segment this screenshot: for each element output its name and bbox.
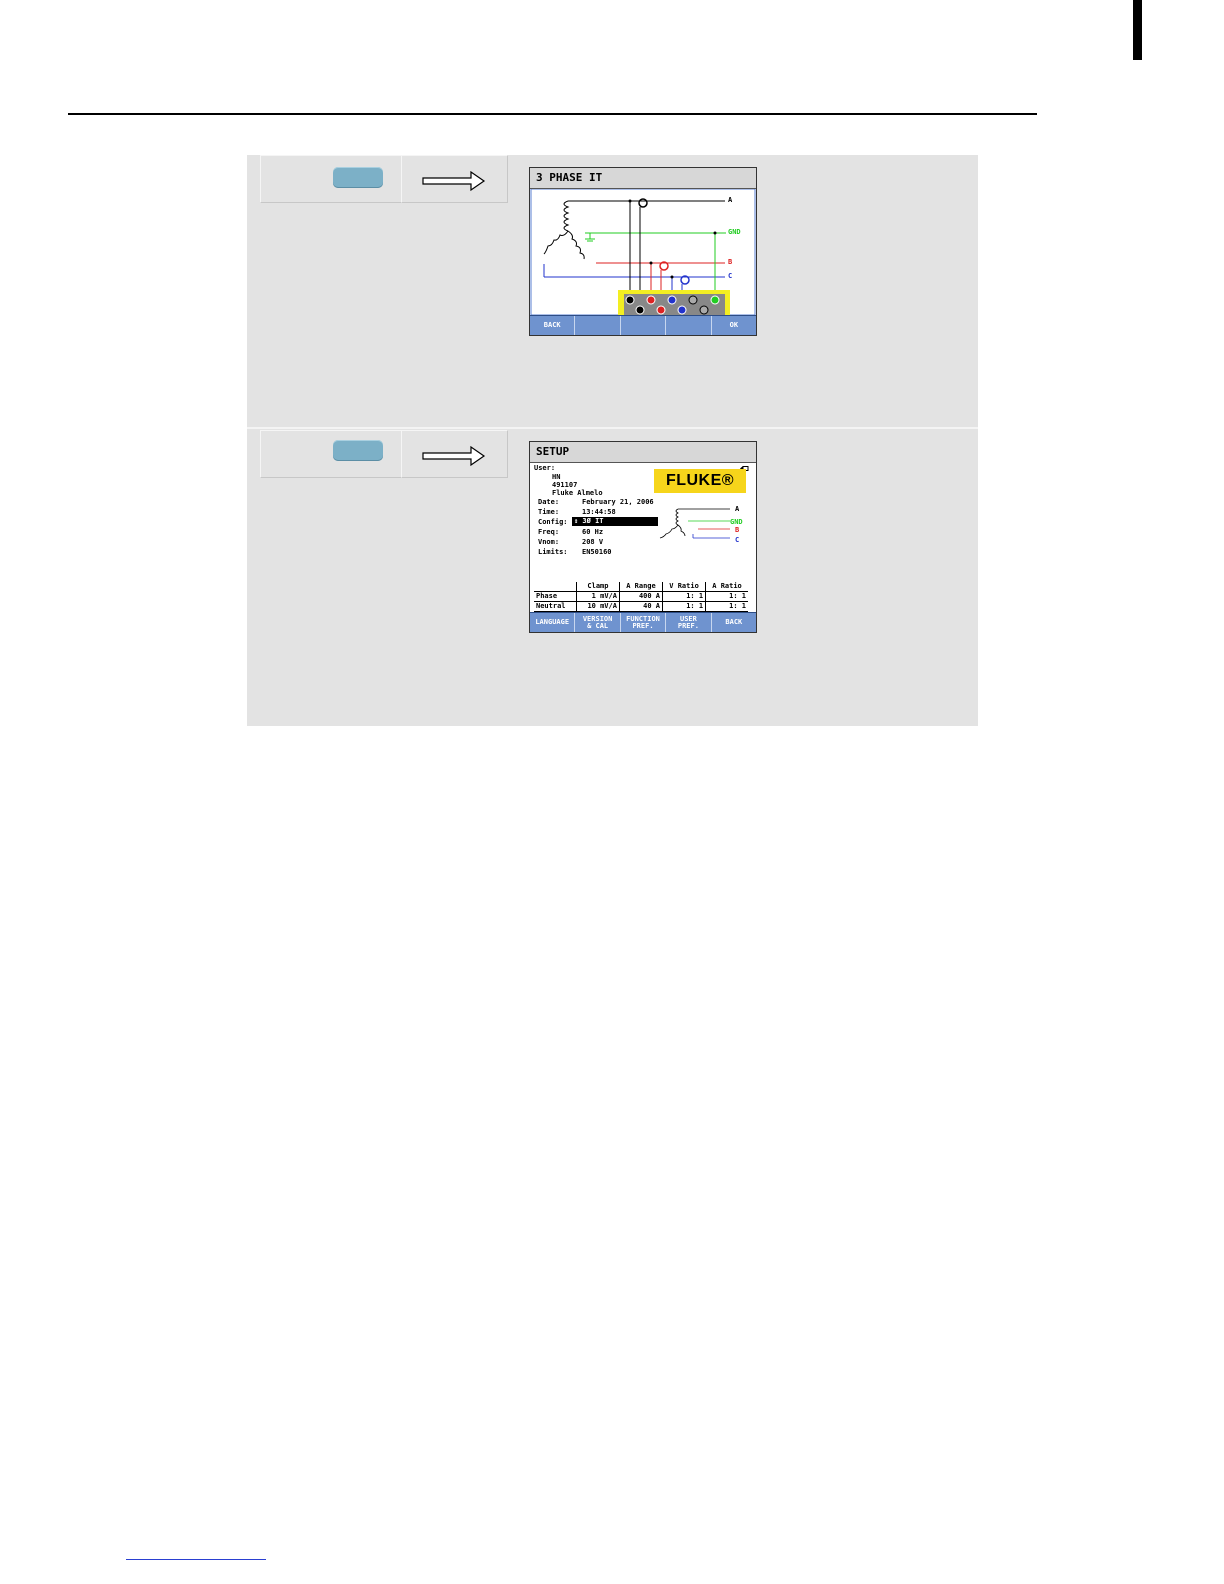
wire-label-b: B [728,258,733,266]
softkey-function-pref[interactable]: FUNCTION PREF. [621,613,666,632]
config-value-field[interactable]: ↕ 3Ø IT [572,517,658,526]
softkey-back[interactable]: BACK [725,618,743,626]
softkey-language[interactable]: LANGUAGE [530,613,575,632]
screen-softkey-bar [530,612,756,632]
step-2-softkey-button[interactable] [333,440,383,461]
step-2-screen [529,441,757,633]
time-value: 13:44:58 [582,508,616,516]
wiring-diagram [530,189,756,315]
table-header-cell: A Ratio [706,582,748,592]
vnom-label: Vnom: [538,538,560,546]
date-value: February 21, 2006 [582,498,654,506]
table-cell: Neutral [534,602,576,612]
mini-label-b: B [735,526,740,534]
softkey-user-pref[interactable]: USER PREF. [666,613,711,632]
table-header-cell: Clamp [576,582,619,592]
mini-label-a: A [735,505,740,513]
wire-label-gnd: GND [728,228,741,236]
table-header-cell: A Range [619,582,662,592]
table-cell: 1: 1 [706,602,748,612]
procedure-table [247,155,978,726]
softkey-back[interactable]: BACK [530,316,575,335]
table-cell: Phase [534,592,576,602]
softkey-version-cal[interactable]: VERSION & CAL [575,613,620,632]
wire-label-a: A [728,196,733,204]
footer-rule [126,1559,266,1560]
clamp-settings-table [534,582,748,612]
step-2-right-arrow-icon [421,445,487,467]
date-label: Date: [538,498,560,506]
softkey-f3[interactable] [621,316,666,335]
softkey-ok[interactable]: OK [729,321,739,329]
step-1-right-arrow-icon [421,170,487,192]
config-label: Config: [538,518,568,526]
table-cell: 1: 1 [706,592,748,602]
table-header-cell [534,582,576,592]
table-cell: 1 mV/A [576,592,619,602]
setup-body [530,463,756,612]
table-cell: 1: 1 [663,592,706,602]
time-label: Time: [538,508,560,516]
freq-value: 60 Hz [582,528,604,536]
user-label: User: [534,464,556,472]
table-header-cell: V Ratio [663,582,706,592]
table-cell: 40 A [619,602,662,612]
freq-label: Freq: [538,528,560,536]
row-divider [247,427,978,429]
softkey-f2[interactable] [575,316,620,335]
screen-softkey-bar [530,315,756,335]
screen-title: SETUP [530,442,756,463]
chapter-tab-mark [1133,0,1142,60]
table-row [534,592,748,602]
fluke-logo: FLUKE® [654,469,746,493]
wire-label-c: C [728,272,733,280]
table-cell: 10 mV/A [576,602,619,612]
limits-label: Limits: [538,548,568,556]
limits-value: EN50160 [582,548,612,556]
table-header-row [534,582,748,592]
screen-title: 3 PHASE IT [530,168,756,189]
table-cell: 400 A [619,592,662,602]
mini-label-c: C [735,536,740,544]
user-line-2: 491107 [552,481,578,489]
user-line-3: Fluke Almelo [552,489,603,497]
mini-wiring-diagram [658,507,738,547]
step-1-screen [529,167,757,336]
softkey-f4[interactable] [666,316,711,335]
step-1-softkey-button[interactable] [333,167,383,188]
user-line-1: HN [552,473,561,481]
mini-label-gnd: GND [730,518,743,526]
three-phase-it-diagram [530,189,756,315]
vnom-value: 208 V [582,538,604,546]
table-row [534,602,748,612]
table-cell: 1: 1 [663,602,706,612]
header-rule [68,113,1037,115]
